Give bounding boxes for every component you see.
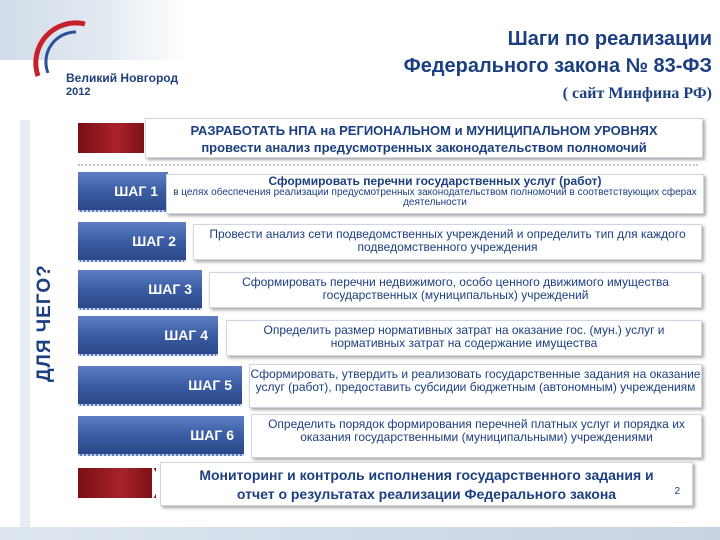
sidebar-stripe [20, 120, 30, 540]
bottom-box [160, 462, 693, 506]
step-1-box [166, 174, 704, 214]
top-box [145, 118, 703, 158]
step-4-box [226, 320, 702, 356]
title-line-2: Федерального закона № 83-ФЗ [403, 55, 712, 77]
bottom-arrow [78, 468, 156, 498]
page-subtitle: ( сайт Минфина РФ) [562, 85, 712, 102]
org-name: Великий Новгород [66, 71, 179, 85]
step-2-box [193, 224, 702, 260]
step-6-bar [78, 416, 244, 456]
step-3-label: ШАГ 3 [148, 281, 192, 297]
step-5-box [249, 364, 702, 408]
step-5-label: ШАГ 5 [188, 377, 232, 393]
step-3-text: Сформировать перечни недвижимого, особо ценного движимого имущества государственных (муниципальных) учреждений [242, 275, 669, 302]
step-6-box [251, 414, 702, 458]
footer-stripe [0, 527, 720, 540]
top-line-1: РАЗРАБОТАТЬ НПА на РЕГИОНАЛЬНОМ и МУНИЦИПАЛЬНОМ УРОВНЯХ [190, 123, 658, 138]
step-6-text: Определить порядок формирования перечней платных услуг и порядка их оказания государственными (муниципальными) учреждениями [268, 417, 685, 444]
page-number: 2 [674, 486, 680, 497]
slide-header [0, 0, 720, 115]
sidebar-label: ДЛЯ ЧЕГО? [34, 264, 55, 382]
step-1-title: Сформировать перечни государственных услуг (работ) [268, 174, 602, 188]
header-photo [0, 0, 190, 60]
org-year: 2012 [66, 86, 91, 98]
step-1-bar [78, 172, 168, 212]
step-2-bar [78, 222, 186, 262]
title-line-1: Шаги по реализации [507, 28, 712, 50]
bottom-line-1: Мониторинг и контроль исполнения государственного задания и [199, 467, 654, 483]
step-5-text: Сформировать, утвердить и реализовать государственные задания на оказание услуг (работ), предоставить субсидии бюджетным (автономным) учреждениям [250, 367, 701, 394]
step-2-text: Провести анализ сети подведомственных учреждений и определить тип для каждого подведомственного учреждения [209, 227, 686, 254]
step-4-bar [78, 316, 218, 356]
step-3-box [209, 272, 702, 308]
page-title [292, 26, 712, 80]
step-4-text: Определить размер нормативных затрат на оказание гос. (мун.) услуг и нормативных затрат на содержание имущества [263, 323, 665, 350]
step-1-label: ШАГ 1 [114, 183, 158, 199]
step-6-label: ШАГ 6 [190, 427, 234, 443]
bottom-line-2: отчет о результатах реализации Федерального закона [236, 486, 617, 502]
top-arrow [78, 123, 148, 153]
step-5-bar [78, 366, 242, 406]
step-4-label: ШАГ 4 [164, 327, 208, 343]
top-line-2: провести анализ предусмотренных законодательством полномочий [201, 140, 647, 155]
step-2-label: ШАГ 2 [132, 233, 176, 249]
divider [78, 164, 698, 166]
step-3-bar [78, 270, 202, 310]
step-1-desc: в целях обеспечения реализации предусмотренных законодательством полномочий в соответствующих сферах деятельности [173, 187, 697, 208]
